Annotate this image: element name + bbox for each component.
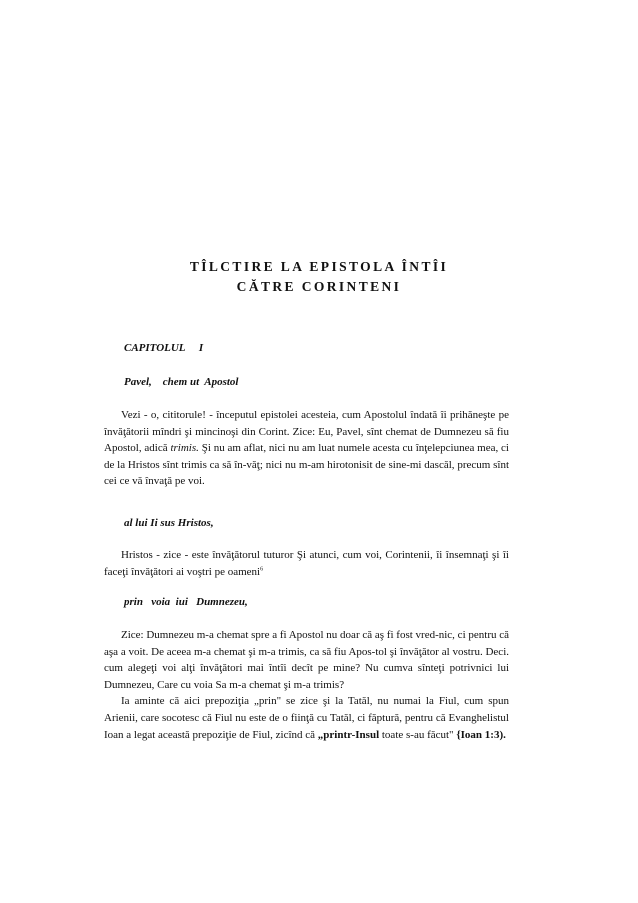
section-text-2 [104,547,509,580]
page-title-line-2: CĂTRE CORINTENI [236,279,402,294]
chapter-number: I [198,342,204,354]
text-run: Vezi - o, cititorule! - începutul epistolei acesteia, cum Apostolul îndată îi prihăneşte pe învăţătorii mîndri şi mincinoşi din Corint. Zice: Eu, Pavel, sînt chemat de Dumnezeu să fiu Apostol, adică [104,409,509,455]
section-text-3 [104,627,509,743]
page-title-line-1: TÎLCTIRE LA EPISTOLA ÎNTÎI [189,259,449,274]
text-run: Hristos - zice - este învăţătorul tuturor Şi atunci, cum voi, Corintenii, îi însemnaţi şi îi faceţi învăţători ai voştri pe oameni [104,549,509,578]
section-heading-2: al lui Ii sus Hristos, [124,517,214,529]
section-heading-1: Pavel, chem ut Apostol [124,376,239,388]
footnote-marker: 6 [260,565,264,572]
paragraph [104,547,509,580]
paragraph: Zice: Dumnezeu m-a chemat spre a fi Apostol nu doar că aş fi fost vred-nic, ci pentru că aşa a voit. De aceea m-a chemat şi m-a trimis, ca să fiu Apos-tol şi învăţător al vostru. Deci. cum alegeţi voi alţi învăţători mai întîi decît pe mine? Nu cumva sînteţi potrivnici lui Dumnezeu, Care cu voia Sa m-a chemat şi m-a trimis? [104,629,509,691]
text-run: toate s-au făcut" [379,728,457,741]
chapter-heading [124,342,203,354]
scripture-reference: {Ioan 1:3). [456,728,506,741]
section-heading-3: prin voia iui Dumnezeu, [124,596,248,608]
paragraph [104,693,509,743]
chapter-label: CAPITOLUL [124,342,186,354]
section-text-1 [104,407,509,490]
text-run-italic: trimis. [170,442,199,455]
paragraph [104,407,509,490]
text-run: Ia aminte că aici prepoziţia „prin" se zice şi la Tatăl, nu numai la Fiul, cum spun Arienii, care socotesc că Fiul nu este de o fiinţă cu Tatăl, ci făptură, pentru că Evanghelistul Ioan a legat această prepoziţie de Fiul, zicînd că [104,695,509,741]
text-run-bold: „printr-Insul [317,728,380,741]
text-run: Şi nu am aflat, nici nu am luat numele acesta cu înţelepciunea mea, ci de la Hristos sînt trimis ca să în-văţ; nici nu m-am hirotonisit de sine-mi dascăl, precum sînt cei ce vă învaţă pe voi. [104,442,509,488]
